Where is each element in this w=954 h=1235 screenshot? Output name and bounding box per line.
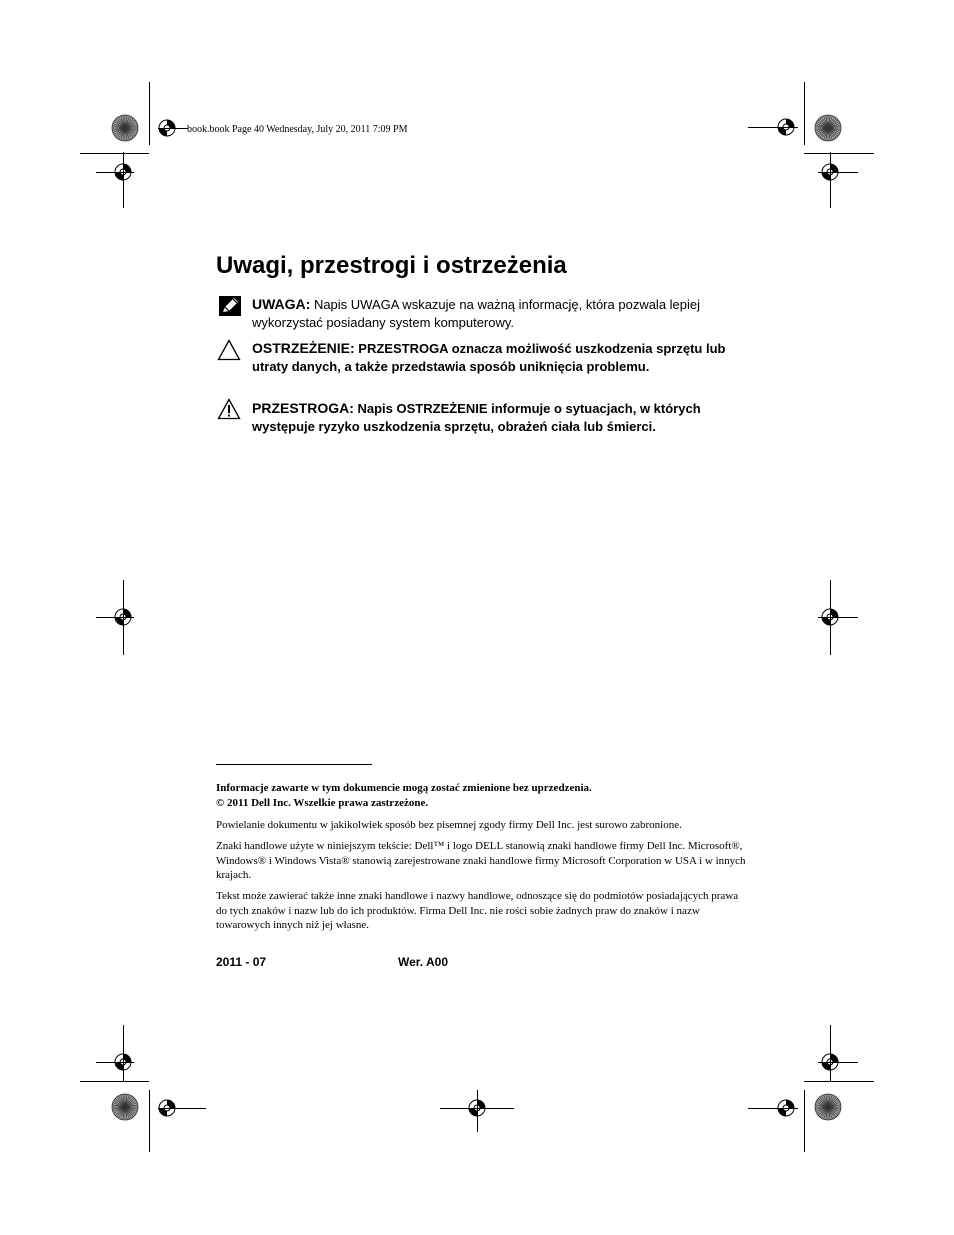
crop-mark-line (804, 1081, 874, 1082)
crop-mark-line (830, 1025, 831, 1082)
registration-starburst-icon (813, 1092, 843, 1122)
caution-triangle-icon (217, 339, 241, 361)
caution-text: PRZESTROGA oznacza możliwość uszkodzenia sprzętu lub utraty danych, a także przedstawia sposób uniknięcia problemu. (252, 341, 726, 374)
footer-revision: Wer. A00 (398, 955, 449, 969)
crop-mark-line (80, 153, 149, 154)
crop-mark-line (804, 82, 805, 145)
crop-mark-line (96, 172, 134, 173)
legal-disclaimer (216, 781, 746, 810)
footer-date: 2011 - 07 (216, 955, 267, 969)
crop-mark-line (149, 1090, 150, 1152)
crop-mark-line (149, 82, 150, 145)
crop-mark-line (96, 617, 134, 618)
warning-text: Napis OSTRZEŻENIE informuje o sytuacjach, w których występuje ryzyko uszkodzenia sprzętu, obrażeń ciała lub śmierci. (252, 401, 701, 434)
footnote-rule (216, 764, 372, 765)
caution-notice (252, 340, 752, 375)
crop-mark-line (158, 128, 188, 129)
crop-mark-line (830, 152, 831, 208)
crop-mark-line (123, 1025, 124, 1082)
crop-mark-line (818, 172, 858, 173)
legal-change-notice: Informacje zawarte w tym dokumencie mogą zostać zmienione bez uprzedzenia. (216, 782, 592, 794)
note-pencil-icon (219, 296, 241, 316)
crop-mark-line (818, 1062, 858, 1063)
legal-other-trademarks: Tekst może zawierać także inne znaki handlowe i nazwy handlowe, odnoszące się do podmiotów posiadających prawa do tych znaków i nazw lub do ich produktów. Firma Dell Inc. nie rości sobie żadnych praw do znaków i nazw towarowych innych niż jej własne. (216, 890, 739, 931)
crop-mark-line (123, 152, 124, 208)
crop-mark-line (818, 617, 858, 618)
print-slug-header: book.book Page 40 Wednesday, July 20, 2011 7:09 PM (187, 124, 408, 135)
legal-trademarks: Znaki handlowe użyte w niniejszym tekście: Dell™ i logo DELL stanowią znaki handlowe firmy Dell Inc. Microsoft®, Windows® i Windows Vista® stanowią zarejestrowane znaki handlowe firmy Microsoft Corporation w USA i w innych krajach. (216, 840, 746, 881)
warning-notice (252, 400, 752, 435)
warning-label: PRZESTROGA: (252, 400, 354, 416)
registration-starburst-icon (110, 1092, 140, 1122)
legal-copyright: © 2011 Dell Inc. Wszelkie prawa zastrzeżone. (216, 796, 429, 809)
warning-exclamation-icon (217, 398, 241, 420)
caution-label: OSTRZEŻENIE: (252, 340, 355, 356)
crop-mark-line (96, 1062, 134, 1063)
crop-mark-line (804, 1090, 805, 1152)
note-label: UWAGA: (252, 296, 311, 312)
registration-starburst-icon (813, 113, 843, 143)
crop-mark-line (748, 1108, 798, 1109)
crop-mark-line (80, 1081, 149, 1082)
crop-mark-line (477, 1090, 478, 1132)
note-text: Napis UWAGA wskazuje na ważną informację, która pozwala lepiej wykorzystać posiadany system komputerowy. (252, 297, 701, 330)
crop-mark-line (158, 1108, 206, 1109)
page-title: Uwagi, przestrogi i ostrzeżenia (216, 252, 567, 279)
crop-mark-line (804, 153, 874, 154)
note-notice (252, 296, 752, 331)
registration-starburst-icon (110, 113, 140, 143)
legal-reproduction: Powielanie dokumentu w jakikolwiek sposób bez pisemnej zgody firmy Dell Inc. jest surowo zabronione. (216, 819, 682, 831)
crop-mark-line (748, 127, 798, 128)
